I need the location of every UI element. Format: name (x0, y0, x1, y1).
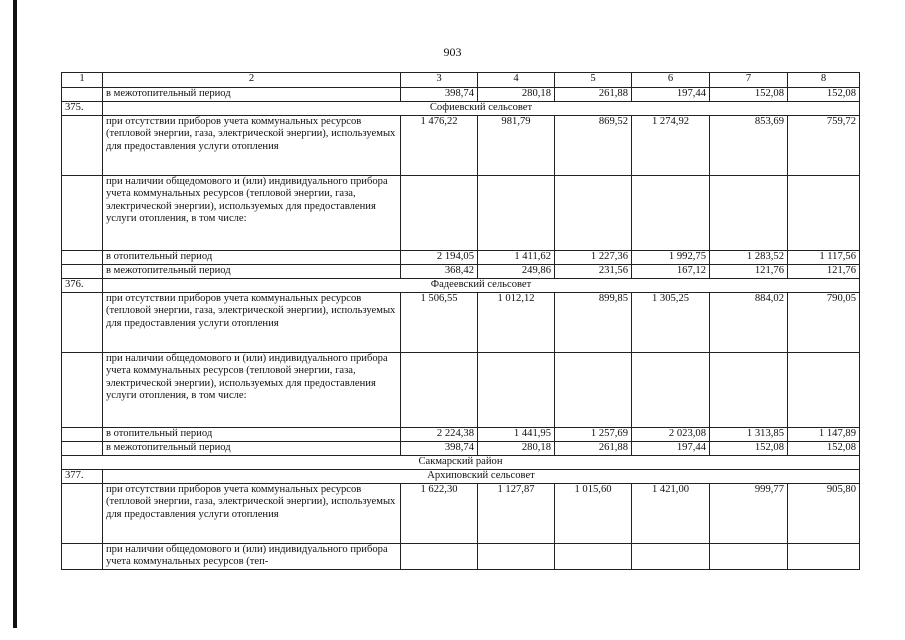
value-cell: 152,08 (710, 442, 788, 456)
row-number (62, 116, 103, 176)
section-title: Архиповский сельсовет (103, 470, 860, 484)
row-number (62, 544, 103, 570)
value-cell (632, 544, 710, 570)
value-cell: 1 274,92 (632, 116, 710, 176)
value-cell: 1 117,56 (788, 251, 860, 265)
row-description: при наличии общедомового и (или) индивидуального прибора учета коммунальных ресурсов (тепловой энергии, газа, электрической энергии), используемых для предоставления услуги отопления, в том числе: (103, 176, 401, 251)
value-cell: 1 476,22 (401, 116, 478, 176)
value-cell (555, 544, 632, 570)
value-cell: 790,05 (788, 293, 860, 353)
value-cell: 1 257,69 (555, 428, 632, 442)
value-cell: 1 313,85 (710, 428, 788, 442)
row-number (62, 353, 103, 428)
row-number (62, 484, 103, 544)
value-cell: 398,74 (401, 88, 478, 102)
row-number (62, 251, 103, 265)
region-row (62, 456, 860, 470)
column-header: 2 (103, 73, 401, 88)
value-cell: 280,18 (478, 442, 555, 456)
value-cell: 981,79 (478, 116, 555, 176)
row-number (62, 176, 103, 251)
value-cell: 1 411,62 (478, 251, 555, 265)
value-cell: 1 992,75 (632, 251, 710, 265)
value-cell (401, 353, 478, 428)
value-cell: 1 147,89 (788, 428, 860, 442)
value-cell: 167,12 (632, 265, 710, 279)
row-number: 376. (62, 279, 103, 293)
value-cell: 1 012,12 (478, 293, 555, 353)
row-description: при наличии общедомового и (или) индивидуального прибора учета коммунальных ресурсов (теп- (103, 544, 401, 570)
value-cell (555, 176, 632, 251)
value-cell: 905,80 (788, 484, 860, 544)
row-number: 375. (62, 102, 103, 116)
value-cell (401, 544, 478, 570)
value-cell: 1 015,60 (555, 484, 632, 544)
value-cell: 152,08 (788, 442, 860, 456)
value-cell: 1 441,95 (478, 428, 555, 442)
value-cell (788, 544, 860, 570)
table-row (62, 442, 860, 456)
value-cell: 249,86 (478, 265, 555, 279)
table-row (62, 353, 860, 428)
value-cell: 1 305,25 (632, 293, 710, 353)
column-header: 6 (632, 73, 710, 88)
value-cell: 280,18 (478, 88, 555, 102)
row-number (62, 442, 103, 456)
region-title: Сакмарский район (62, 456, 860, 470)
value-cell: 1 127,87 (478, 484, 555, 544)
row-description: при отсутствии приборов учета коммунальных ресурсов (тепловой энергии, газа, электрической энергии), используемых для предоставления услуги отопления (103, 116, 401, 176)
value-cell: 398,74 (401, 442, 478, 456)
table-row (62, 544, 860, 570)
row-description: при наличии общедомового и (или) индивидуального прибора учета коммунальных ресурсов (тепловой энергии, газа, электрической энергии), используемых для предоставления услуги отопления, в том числе: (103, 353, 401, 428)
table-row (62, 265, 860, 279)
row-number (62, 88, 103, 102)
value-cell: 2 194,05 (401, 251, 478, 265)
value-cell: 121,76 (788, 265, 860, 279)
column-header: 3 (401, 73, 478, 88)
row-description: при отсутствии приборов учета коммунальных ресурсов (тепловой энергии, газа, электрической энергии), используемых для предоставления услуги отопления (103, 484, 401, 544)
value-cell: 869,52 (555, 116, 632, 176)
scan-edge-bar (13, 0, 17, 628)
column-header: 5 (555, 73, 632, 88)
row-description: в межотопительный период (103, 265, 401, 279)
row-description: в межотопительный период (103, 88, 401, 102)
table-header-row (62, 73, 860, 88)
row-description: при отсутствии приборов учета коммунальных ресурсов (тепловой энергии, газа, электрической энергии), используемых для предоставления услуги отопления (103, 293, 401, 353)
table-row (62, 176, 860, 251)
table-row (62, 428, 860, 442)
row-number (62, 265, 103, 279)
value-cell (632, 353, 710, 428)
value-cell: 1 622,30 (401, 484, 478, 544)
row-description: в межотопительный период (103, 442, 401, 456)
column-header: 7 (710, 73, 788, 88)
value-cell: 999,77 (710, 484, 788, 544)
column-header: 4 (478, 73, 555, 88)
value-cell (401, 176, 478, 251)
value-cell: 261,88 (555, 442, 632, 456)
value-cell: 2 224,38 (401, 428, 478, 442)
column-header: 8 (788, 73, 860, 88)
section-row (62, 279, 860, 293)
value-cell (788, 353, 860, 428)
value-cell: 1 506,55 (401, 293, 478, 353)
value-cell: 899,85 (555, 293, 632, 353)
table-row (62, 251, 860, 265)
row-number (62, 293, 103, 353)
section-title: Фадеевский сельсовет (103, 279, 860, 293)
value-cell (555, 353, 632, 428)
value-cell: 261,88 (555, 88, 632, 102)
value-cell (478, 544, 555, 570)
value-cell: 152,08 (788, 88, 860, 102)
tariff-table (61, 72, 860, 570)
section-row (62, 470, 860, 484)
value-cell: 197,44 (632, 442, 710, 456)
value-cell: 231,56 (555, 265, 632, 279)
row-number (62, 428, 103, 442)
value-cell: 759,72 (788, 116, 860, 176)
value-cell (710, 544, 788, 570)
value-cell: 884,02 (710, 293, 788, 353)
value-cell: 368,42 (401, 265, 478, 279)
table-row (62, 88, 860, 102)
value-cell (710, 353, 788, 428)
row-description: в отопительный период (103, 251, 401, 265)
table-row (62, 293, 860, 353)
value-cell (788, 176, 860, 251)
value-cell: 1 283,52 (710, 251, 788, 265)
value-cell (478, 353, 555, 428)
value-cell: 1 421,00 (632, 484, 710, 544)
value-cell: 121,76 (710, 265, 788, 279)
value-cell (632, 176, 710, 251)
page-number: 903 (443, 45, 462, 59)
value-cell: 853,69 (710, 116, 788, 176)
value-cell (710, 176, 788, 251)
value-cell: 1 227,36 (555, 251, 632, 265)
section-row (62, 102, 860, 116)
table-row (62, 116, 860, 176)
row-number: 377. (62, 470, 103, 484)
section-title: Софиевский сельсовет (103, 102, 860, 116)
row-description: в отопительный период (103, 428, 401, 442)
value-cell: 2 023,08 (632, 428, 710, 442)
value-cell: 152,08 (710, 88, 788, 102)
value-cell (478, 176, 555, 251)
column-header: 1 (62, 73, 103, 88)
value-cell: 197,44 (632, 88, 710, 102)
table-row (62, 484, 860, 544)
